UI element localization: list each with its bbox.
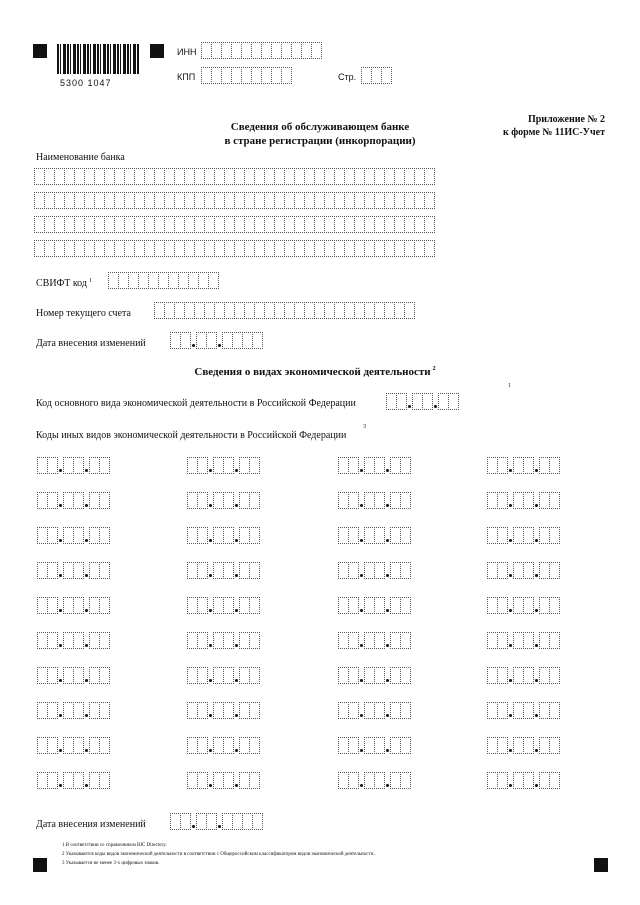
separator-dot [358,632,364,649]
bank-name-label: Наименование банка [36,152,125,163]
separator-dot [533,562,539,579]
separator-dot [384,772,390,789]
separator-dot [358,737,364,754]
separator-dot [207,457,213,474]
separator-dot [57,597,63,614]
separator-dot [233,667,239,684]
separator-dot [358,772,364,789]
separator-dot [57,632,63,649]
activity-code-field[interactable] [37,702,109,719]
swift-footnote-mark: 1 [88,278,92,284]
separator-dot [233,632,239,649]
separator-dot [233,737,239,754]
input-cell[interactable] [549,527,560,544]
activity-code-field[interactable] [487,562,559,579]
separator-dot [384,667,390,684]
separator-dot [57,667,63,684]
activity-code-field[interactable] [338,457,410,474]
separator-dot [207,737,213,754]
input-cell[interactable] [400,597,411,614]
separator-dot [358,457,364,474]
input-cell[interactable] [549,562,560,579]
input-cell[interactable] [249,772,260,789]
separator-dot [233,562,239,579]
input-cell[interactable] [99,772,110,789]
separator-dot [533,632,539,649]
separator-dot [507,562,513,579]
input-cell[interactable] [281,67,292,84]
separator-dot [207,597,213,614]
separator-dot [57,737,63,754]
input-cell[interactable] [99,737,110,754]
separator-dot [57,702,63,719]
inn-label: ИНН [177,47,197,57]
activity-code-field[interactable] [187,562,259,579]
title-line-2: в стране регистрации (инкорпорации) [224,135,416,147]
activity-code-field[interactable] [37,772,109,789]
input-cell[interactable] [424,240,435,257]
activity-code-field[interactable] [37,737,109,754]
separator-dot [83,562,89,579]
swift-code-field[interactable] [108,272,218,289]
separator-dot [533,737,539,754]
activity-code-field[interactable] [487,702,559,719]
activity-code-field[interactable] [338,492,410,509]
separator-dot [207,562,213,579]
separator-dot [216,813,222,830]
separator-dot [432,393,438,410]
bank-name-row-2[interactable] [34,192,434,209]
kpp-field[interactable] [201,67,291,84]
activity-code-field[interactable] [187,527,259,544]
input-cell[interactable] [549,702,560,719]
separator-dot [358,527,364,544]
input-cell[interactable] [549,772,560,789]
separator-dot [507,492,513,509]
separator-dot [533,457,539,474]
input-cell[interactable] [400,492,411,509]
separator-dot [57,457,63,474]
activity-code-field[interactable] [37,492,109,509]
barcode [57,44,139,74]
input-cell[interactable] [208,272,219,289]
input-cell[interactable] [249,597,260,614]
input-cell[interactable] [400,737,411,754]
separator-dot [358,597,364,614]
input-cell[interactable] [99,702,110,719]
separator-dot [507,457,513,474]
inn-field[interactable] [201,42,321,59]
registration-marker-top-left [33,44,47,58]
separator-dot [384,737,390,754]
separator-dot [83,527,89,544]
separator-dot [358,492,364,509]
separator-dot [358,667,364,684]
separator-dot [207,632,213,649]
separator-dot [533,597,539,614]
footnote-1: 1 В соответствии со справочником BIC Directory. [62,843,167,848]
input-cell[interactable] [400,457,411,474]
separator-dot [507,772,513,789]
activity-code-field[interactable] [187,737,259,754]
separator-dot [533,667,539,684]
separator-dot [57,527,63,544]
input-cell[interactable] [549,597,560,614]
activity-code-field[interactable] [37,597,109,614]
bank-name-row-1[interactable] [34,168,434,185]
separator-dot [190,813,196,830]
main-activity-code-field[interactable] [386,393,458,410]
activity-section-title [180,366,450,378]
input-cell[interactable] [249,632,260,649]
separator-dot [384,562,390,579]
activity-code-field[interactable] [37,562,109,579]
page-label: Стр. [338,72,357,82]
separator-dot [507,737,513,754]
registration-marker-top-right [150,44,164,58]
input-cell[interactable] [99,527,110,544]
separator-dot [384,597,390,614]
separator-dot [57,772,63,789]
activity-code-field[interactable] [487,492,559,509]
activity-code-field[interactable] [187,702,259,719]
change-date-field[interactable] [170,332,262,349]
separator-dot [233,457,239,474]
separator-dot [406,393,412,410]
change-date-label: Дата внесения изменений [36,338,146,349]
main-activity-footnote-mark: 1 [508,383,511,389]
separator-dot [207,492,213,509]
activity-code-field[interactable] [338,702,410,719]
input-cell[interactable] [424,168,435,185]
activity-code-field[interactable] [187,457,259,474]
activity-code-field[interactable] [487,597,559,614]
activity-code-field[interactable] [187,772,259,789]
activity-footnote-mark: 2 [432,366,436,372]
input-cell[interactable] [99,457,110,474]
input-cell[interactable] [424,192,435,209]
activity-code-field[interactable] [487,527,559,544]
activity-section-title-text: Сведения о видах экономической деятельности [194,366,431,378]
activity-code-field[interactable] [187,667,259,684]
separator-dot [384,702,390,719]
separator-dot [533,527,539,544]
separator-dot [233,527,239,544]
activity-code-field[interactable] [187,492,259,509]
separator-dot [207,702,213,719]
activity-code-field[interactable] [487,632,559,649]
activity-code-field[interactable] [487,667,559,684]
activity-code-field[interactable] [37,667,109,684]
activity-code-field[interactable] [338,527,410,544]
separator-dot [57,562,63,579]
separator-dot [216,332,222,349]
appendix-line-1: Приложение № 2 [527,114,605,125]
input-cell[interactable] [99,492,110,509]
input-cell[interactable] [249,667,260,684]
activity-code-field[interactable] [37,457,109,474]
input-cell[interactable] [99,632,110,649]
activity-code-field[interactable] [338,737,410,754]
barcode-number: 5300 1047 [60,78,112,88]
separator-dot [507,527,513,544]
registration-marker-bottom-right [594,858,608,872]
separator-dot [384,632,390,649]
other-activities-footnote-mark: 3 [363,424,366,430]
input-cell[interactable] [249,527,260,544]
separator-dot [83,597,89,614]
separator-dot [358,702,364,719]
activity-code-field[interactable] [487,737,559,754]
activity-code-field[interactable] [187,597,259,614]
bank-name-row-4[interactable] [34,240,434,257]
input-cell[interactable] [400,667,411,684]
account-number-field[interactable] [154,302,414,319]
separator-dot [83,632,89,649]
input-cell[interactable] [400,527,411,544]
separator-dot [190,332,196,349]
main-activity-label: Код основного вида экономической деятельности в Российской Федерации [36,398,356,409]
activity-code-field[interactable] [338,632,410,649]
registration-marker-bottom-left [33,858,47,872]
activity-code-field[interactable] [487,457,559,474]
activity-code-field[interactable] [338,562,410,579]
input-cell[interactable] [400,702,411,719]
other-activities-label: Коды иных видов экономической деятельности в Российской Федерации [36,430,347,441]
input-cell[interactable] [549,737,560,754]
swift-label-text: СВИФТ код [36,278,87,289]
input-cell[interactable] [400,562,411,579]
activity-code-field[interactable] [37,527,109,544]
footer-change-date-field[interactable] [170,813,262,830]
input-cell[interactable] [99,667,110,684]
separator-dot [207,527,213,544]
separator-dot [533,702,539,719]
separator-dot [507,667,513,684]
account-label: Номер текущего счета [36,308,131,319]
input-cell[interactable] [400,772,411,789]
activity-code-field[interactable] [37,632,109,649]
activity-code-field[interactable] [338,597,410,614]
swift-label [36,278,92,289]
kpp-label: КПП [177,72,196,82]
input-cell[interactable] [249,737,260,754]
bank-name-row-3[interactable] [34,216,434,233]
input-cell[interactable] [549,632,560,649]
page-title [200,120,440,148]
input-cell[interactable] [252,332,263,349]
input-cell[interactable] [249,702,260,719]
separator-dot [358,562,364,579]
footnote-3: 3 Указывается не менее 3-х цифровых знаков. [62,861,160,866]
input-cell[interactable] [549,492,560,509]
separator-dot [83,702,89,719]
separator-dot [233,772,239,789]
separator-dot [533,492,539,509]
input-cell[interactable] [400,632,411,649]
input-cell[interactable] [249,457,260,474]
separator-dot [233,492,239,509]
separator-dot [233,597,239,614]
separator-dot [507,632,513,649]
activity-code-field[interactable] [338,667,410,684]
separator-dot [83,772,89,789]
footer-change-date-label: Дата внесения изменений [36,819,146,830]
separator-dot [207,772,213,789]
separator-dot [233,702,239,719]
input-cell[interactable] [404,302,415,319]
input-cell[interactable] [99,597,110,614]
separator-dot [384,492,390,509]
input-cell[interactable] [252,813,263,830]
input-cell[interactable] [249,562,260,579]
activity-code-field[interactable] [187,632,259,649]
appendix-note [480,113,605,139]
title-line-1: Сведения об обслуживающем банке [230,121,410,133]
separator-dot [83,737,89,754]
separator-dot [507,702,513,719]
input-cell[interactable] [424,216,435,233]
input-cell[interactable] [549,667,560,684]
appendix-line-2: к форме № 11ИС-Учет [503,127,605,138]
separator-dot [83,492,89,509]
footnote-2: 2 Указываются коды видов экономической деятельности в соответствии с Общероссийским классификатором видов экономической деятельности. [62,852,375,857]
separator-dot [83,457,89,474]
separator-dot [83,667,89,684]
separator-dot [507,597,513,614]
input-cell[interactable] [249,492,260,509]
separator-dot [533,772,539,789]
separator-dot [384,527,390,544]
input-cell[interactable] [311,42,322,59]
separator-dot [384,457,390,474]
input-cell[interactable] [381,67,392,84]
separator-dot [57,492,63,509]
activity-code-field[interactable] [487,772,559,789]
page-number-field[interactable] [361,67,391,84]
input-cell[interactable] [448,393,459,410]
activity-code-field[interactable] [338,772,410,789]
input-cell[interactable] [99,562,110,579]
separator-dot [207,667,213,684]
input-cell[interactable] [549,457,560,474]
